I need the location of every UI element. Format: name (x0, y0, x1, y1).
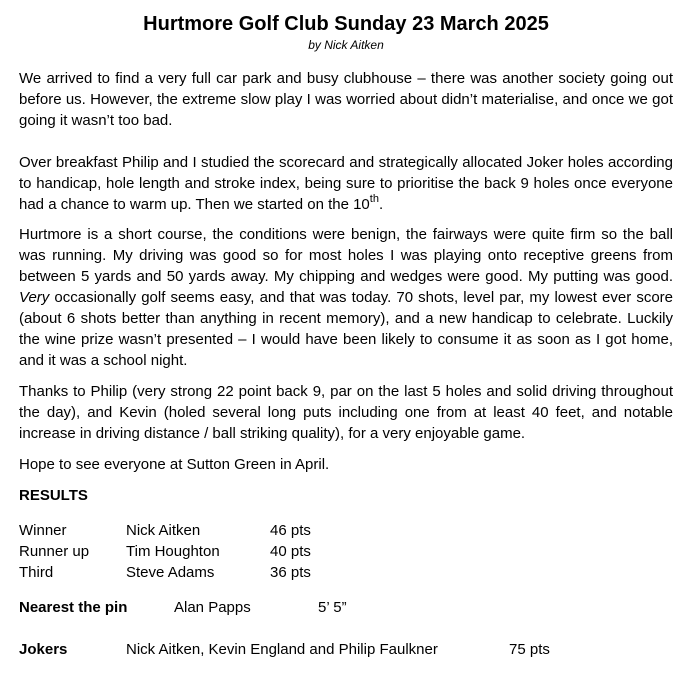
paragraph-breakfast-end: . (378, 196, 384, 213)
result-points: 40 pts (270, 543, 311, 560)
table-row (19, 562, 311, 583)
nearest-pin-distance: 5’ 5” (318, 599, 347, 616)
jokers-label: Jokers (19, 641, 68, 658)
page-title: Hurtmore Golf Club Sunday 23 March 2025 (143, 13, 549, 35)
result-position: Third (19, 564, 54, 581)
article (19, 10, 673, 660)
paragraph-closing: Hope to see everyone at Sutton Green in April. (19, 456, 330, 473)
jokers-names: Nick Aitken, Kevin England and Philip Faulkner (126, 641, 438, 658)
nearest-pin-name: Alan Papps (174, 599, 251, 616)
jokers-points: 75 pts (509, 641, 550, 658)
jokers-row (19, 639, 673, 660)
paragraph-breakfast (19, 152, 673, 215)
byline: by Nick Aitken (308, 38, 384, 52)
section-spacer (19, 618, 673, 639)
nearest-pin-row (19, 597, 673, 618)
result-name: Nick Aitken (126, 522, 201, 539)
ordinal-suffix: th (369, 193, 379, 205)
emphasis-very: Very (19, 289, 50, 306)
table-row (19, 541, 311, 562)
nearest-pin-label: Nearest the pin (19, 599, 128, 616)
table-row (19, 520, 311, 541)
paragraph-thanks: Thanks to Philip (very strong 22 point back 9, par on the last 5 holes and solid driving throughout the day), and Kevin (holed several long puts including one from at least 40 feet, and notable increase in driving distance / ball striking quality), for a very enjoyable game. (19, 383, 673, 442)
paragraph-course-text-a: Hurtmore is a short course, the conditions were benign, the fairways were quite firm so the ball was running. My driving was good so for most holes I was playing onto receptive greens from between 5 yards and 50 yards away. My chipping and wedges were good. My putting was good. (19, 226, 673, 285)
result-name: Tim Houghton (126, 543, 220, 560)
result-name: Steve Adams (126, 564, 215, 581)
paragraph-course-text-b: occasionally golf seems easy, and that was today. 70 shots, level par, my lowest ever score (about 6 shots better than anything in recent memory), and a new handicap to celebrate. Luckily the wine prize wasn’t presented – I would have been likely to consume it as soon as I got home, and it was a school night. (19, 289, 673, 369)
paragraph-arrival: We arrived to find a very full car park and busy clubhouse – there was another society going out before us. However, the extreme slow play I was worried about didn’t materialise, and once we got going it wasn’t too bad. (19, 70, 673, 129)
results-table (19, 520, 311, 583)
paragraph-course (19, 224, 673, 371)
result-position: Winner (19, 522, 67, 539)
results-heading: RESULTS (19, 487, 88, 504)
result-points: 36 pts (270, 564, 311, 581)
paragraph-breakfast-text: Over breakfast Philip and I studied the scorecard and strategically allocated Joker holes according to handicap, hole length and stroke index, being sure to prioritise the back 9 holes once everyone had a chance to warm up. Then we started on the 10 (19, 154, 673, 213)
result-points: 46 pts (270, 522, 311, 539)
result-position: Runner up (19, 543, 90, 560)
